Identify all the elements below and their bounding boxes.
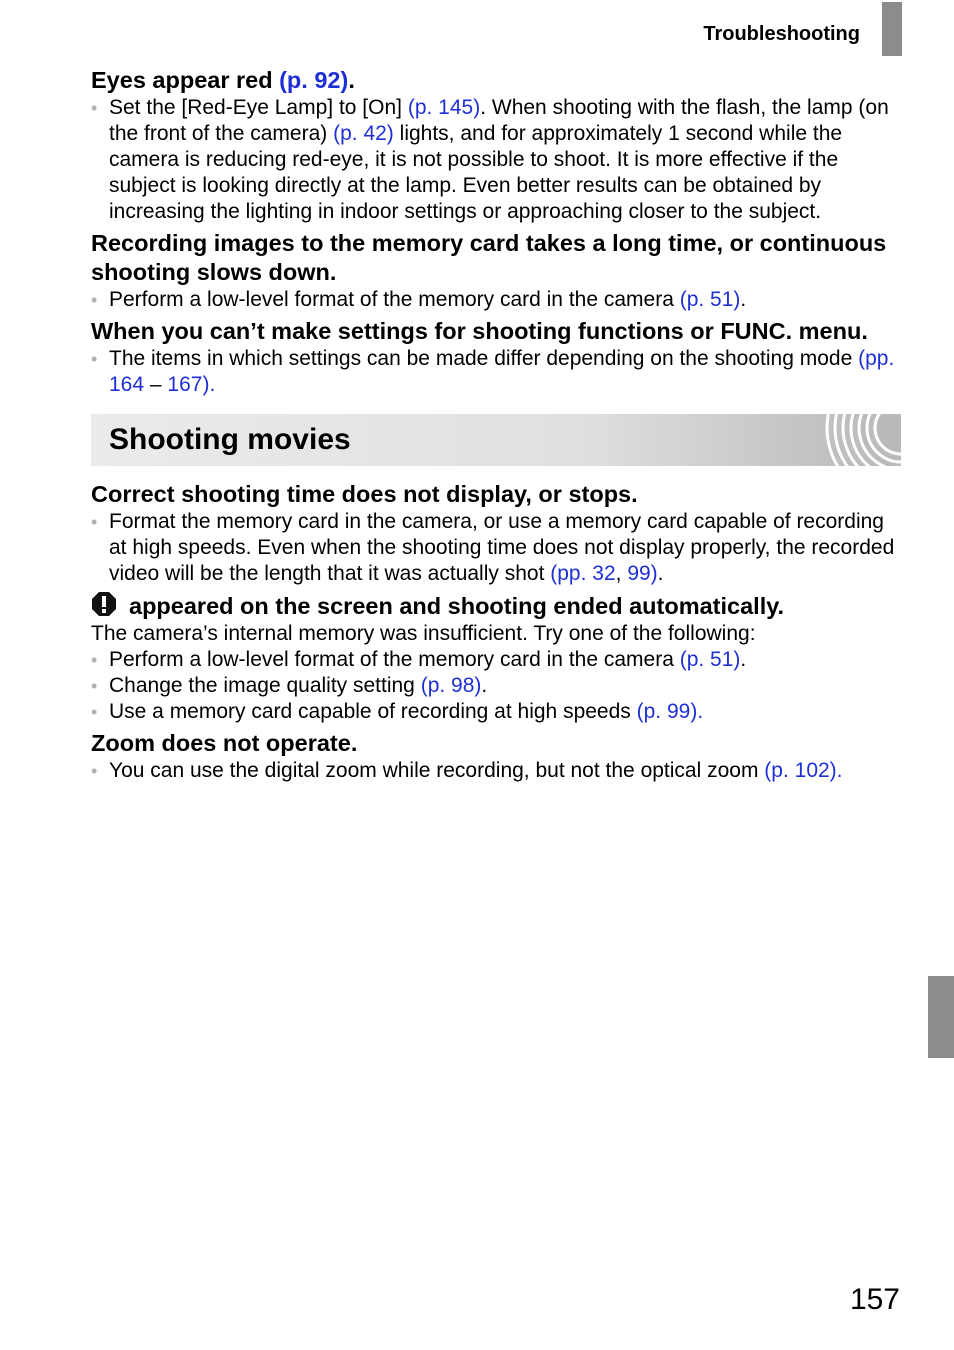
bullet-text: The items in which settings can be made differ depending on the shooting mode: [109, 347, 859, 370]
page-ref-link[interactable]: (p. 51): [679, 648, 741, 671]
bullet-text: You can use the digital zoom while recording, but not the optical zoom: [109, 759, 765, 782]
bullet-item: [91, 673, 901, 699]
bullet-text: –: [144, 373, 168, 396]
bullet-item: [91, 758, 901, 784]
bullet-item: [91, 287, 901, 313]
bullet-text: Format the memory card in the camera, or use a memory card capable of recording at high speeds. Even when the shooting time does not display properly, the recorded video will be the length that it was actually shot: [109, 510, 895, 585]
bullet-list: [91, 95, 901, 225]
bullet-text: .: [836, 759, 843, 782]
page-content: [91, 66, 901, 784]
bullet-list: [91, 647, 901, 725]
page-ref-link[interactable]: (p. 99): [636, 700, 698, 723]
bullet-list: [91, 346, 901, 398]
heading-warning-appeared: [91, 591, 901, 621]
bullet-text: ,: [615, 562, 628, 585]
bullet-text: .: [481, 674, 488, 697]
page-ref-link[interactable]: (p. 51): [679, 288, 741, 311]
bullet-text: .: [697, 700, 704, 723]
bullet-text: . When shooting with the flash, the lamp (on the front of the camera): [109, 96, 889, 145]
bullet-text: .: [657, 562, 664, 585]
bullet-list: [91, 509, 901, 587]
bullet-text: Change the image quality setting: [109, 674, 421, 697]
bullet-text: Perform a low-level format of the memory card in the camera: [109, 288, 680, 311]
bullet-item: [91, 699, 901, 725]
bullet-text: Set the [Red-Eye Lamp] to [On]: [109, 96, 408, 119]
warning-intro: The camera’s internal memory was insufficient. Try one of the following:: [91, 622, 756, 645]
bullet-item: [91, 509, 901, 587]
page-ref-link[interactable]: (p. 102): [764, 759, 837, 782]
chapter-side-tab: [928, 976, 954, 1058]
bullet-text: .: [740, 648, 747, 671]
bullet-text: lights, and for approximately 1 second while the camera is reducing red-eye, it is not possible to shoot. It is more effective if the subject is looking directly at the lamp. Even better results can be obtained by increasing the lighting in indoor settings or approaching closer to the subject.: [109, 122, 843, 223]
heading-punct: .: [348, 67, 355, 93]
page-ref-link[interactable]: 99): [627, 562, 658, 585]
heading-shooting-time: Correct shooting time does not display, or stops.: [91, 481, 638, 507]
warning-icon: [91, 591, 117, 617]
heading-text: appeared on the screen and shooting ended automatically.: [129, 593, 785, 619]
bullet-text: .: [209, 373, 216, 396]
bullet-item: [91, 346, 901, 398]
section-title: Shooting movies: [109, 423, 351, 456]
heading-settings-func: When you can’t make settings for shooting functions or FUNC. menu.: [91, 318, 868, 344]
bullet-text: Use a memory card capable of recording at high speeds: [109, 700, 637, 723]
page-ref-link[interactable]: (p. 42): [333, 122, 394, 145]
bullet-text: Perform a low-level format of the memory card in the camera: [109, 648, 680, 671]
page-ref-link[interactable]: 167): [167, 373, 210, 396]
bullet-list: [91, 758, 901, 784]
bullet-list: [91, 287, 901, 313]
heading-eyes-red: [91, 66, 901, 95]
page-number: 157: [849, 1283, 900, 1316]
page-ref-link[interactable]: (p. 145): [407, 96, 481, 119]
heading-recording-slow: Recording images to the memory card takes a long time, or continuous shooting slows down.: [91, 230, 887, 285]
page-ref-link[interactable]: (p. 92): [279, 67, 349, 93]
decorative-swirl-icon: [811, 414, 901, 466]
bullet-item: [91, 647, 901, 673]
heading-zoom: Zoom does not operate.: [91, 730, 358, 756]
section-title-bar: [91, 414, 901, 466]
header-tab-marker: [882, 2, 902, 56]
page-ref-link[interactable]: (pp. 32: [550, 562, 616, 585]
bullet-item: [91, 95, 901, 225]
heading-text: Eyes appear red: [91, 67, 280, 93]
bullet-text: .: [740, 288, 747, 311]
page-ref-link[interactable]: (pp. 164: [109, 347, 895, 396]
page-ref-link[interactable]: (p. 98): [420, 674, 482, 697]
running-header-title: Troubleshooting: [703, 23, 860, 45]
